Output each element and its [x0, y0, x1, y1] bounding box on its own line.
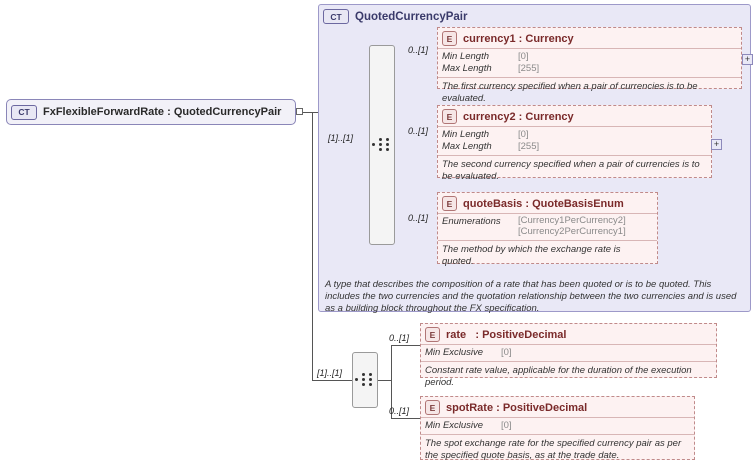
element-documentation: The method by which the exchange rate is quoted.	[442, 243, 621, 267]
element-documentation: The spot exchange rate for the specified currency pair as per the specified quote basis, as at the trade date.	[425, 437, 682, 461]
facet-value: [0]	[518, 51, 529, 62]
container-title: QuotedCurrencyPair	[355, 10, 468, 23]
element-box-currency2[interactable]	[437, 105, 712, 182]
facet-list	[438, 127, 711, 155]
cardinality-quote-basis: 0..[1]	[408, 213, 429, 223]
complex-type-icon: CT	[11, 105, 37, 120]
facet-value: [0]	[501, 347, 512, 358]
element-name: spotRate : PositiveDecimal	[446, 401, 588, 414]
facet-label: Max Length	[442, 62, 492, 74]
facet-row	[442, 216, 653, 238]
facet-value: [255]	[518, 62, 540, 74]
facet-list	[438, 214, 657, 240]
element-header	[421, 397, 694, 417]
expand-icon-currency2[interactable]: +	[711, 139, 722, 150]
connector-to-rate	[391, 345, 420, 346]
root-expand-stub[interactable]	[296, 108, 303, 115]
element-icon: E	[425, 327, 440, 342]
facet-row	[442, 141, 707, 153]
facet-value-line: [Currency2PerCurrency1]	[518, 225, 626, 237]
complex-type-icon: CT	[323, 9, 349, 24]
facet-row	[442, 63, 737, 75]
facet-value-line: [Currency1PerCurrency2]	[518, 215, 626, 226]
cardinality-currency1: 0..[1]	[408, 45, 429, 55]
element-header	[421, 324, 716, 344]
facet-row	[442, 129, 707, 141]
element-box-quotebasis[interactable]	[437, 192, 658, 267]
facet-label: Min Exclusive	[425, 347, 484, 358]
element-box-spotrate[interactable]	[420, 396, 695, 460]
facet-row	[425, 420, 690, 432]
facet-label: Enumerations	[442, 216, 501, 227]
connector-lower-seq-out	[378, 380, 391, 381]
sequence-dots-upper	[372, 138, 392, 152]
facet-label: Max Length	[442, 140, 492, 152]
element-icon: E	[442, 109, 457, 124]
cardinality-spot-rate: 0..[1]	[389, 406, 410, 416]
facet-value: [0]	[518, 129, 529, 140]
element-box-rate[interactable]	[420, 323, 717, 388]
element-icon: E	[442, 196, 457, 211]
facet-list	[421, 418, 694, 434]
element-header	[438, 28, 741, 48]
element-name: currency2 : Currency	[463, 110, 574, 123]
element-documentation: The second currency specified when a pair of currencies is to be evaluated.	[442, 158, 700, 182]
facet-value: [0]	[501, 420, 512, 431]
container-documentation: A type that describes the composition of a rate that has been quoted or is to be quoted. This includes the two currencies and the quotation relationship between the two currencies and is used as a building block throughout the FX specification.	[325, 279, 737, 314]
element-icon: E	[442, 31, 457, 46]
cardinality-lower-seq: [1]..[1]	[317, 368, 343, 378]
facet-list	[421, 345, 716, 361]
facet-value	[518, 216, 626, 238]
facet-value: [255]	[518, 140, 540, 152]
cardinality-rate: 0..[1]	[389, 333, 410, 343]
facet-label: Min Length	[442, 51, 490, 62]
facet-label: Min Length	[442, 129, 490, 140]
element-name: rate : PositiveDecimal	[446, 328, 567, 341]
root-element-name: FxFlexibleForwardRate : QuotedCurrencyPair	[43, 106, 282, 118]
facet-label: Min Exclusive	[425, 420, 484, 431]
element-name: quoteBasis : QuoteBasisEnum	[463, 197, 624, 210]
element-icon: E	[425, 400, 440, 415]
element-header	[438, 106, 711, 126]
element-documentation: The first currency specified when a pair of currencies is to be evaluated.	[442, 80, 698, 104]
cardinality-currency2: 0..[1]	[408, 126, 429, 136]
container-header	[323, 9, 467, 24]
facet-row	[442, 51, 737, 63]
root-element-box[interactable]	[6, 99, 296, 125]
sequence-dots-lower	[355, 373, 375, 387]
connector-root-down-vertical	[312, 112, 313, 380]
expand-icon-currency1[interactable]: +	[742, 54, 753, 65]
element-name: currency1 : Currency	[463, 32, 574, 45]
element-documentation: Constant rate value, applicable for the duration of the execution period.	[425, 364, 692, 388]
connector-to-spotrate	[391, 418, 420, 419]
connector-to-lower-seq	[312, 380, 352, 381]
facet-list	[438, 49, 741, 77]
facet-row	[425, 347, 712, 359]
element-box-currency1[interactable]	[437, 27, 742, 104]
cardinality-root-to-seq: [1]..[1]	[328, 133, 354, 143]
element-header	[438, 193, 657, 213]
